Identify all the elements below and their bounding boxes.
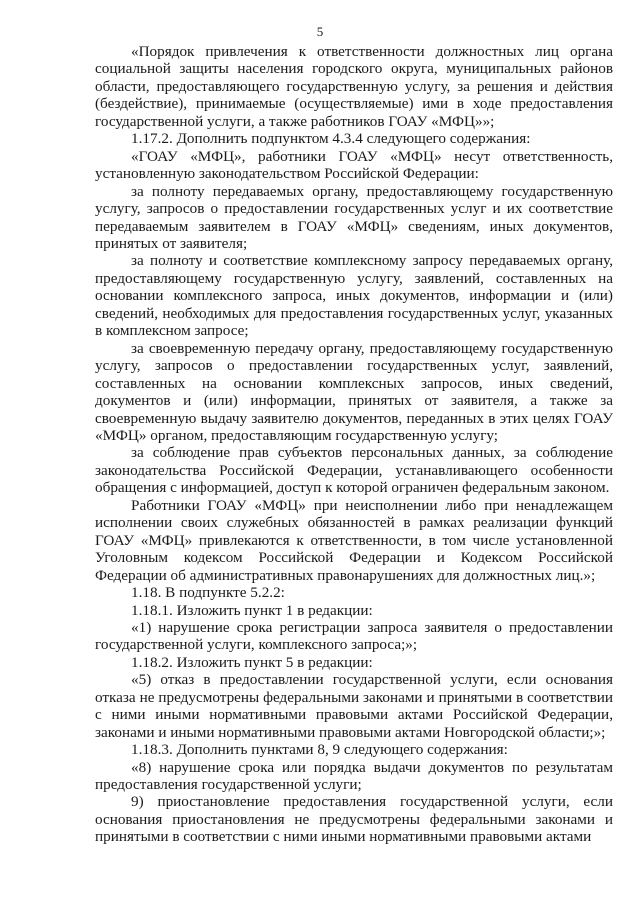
paragraph: 1.18.3. Дополнить пунктами 8, 9 следующего содержания: — [131, 741, 508, 759]
document-body — [95, 43, 613, 846]
paragraph: за соблюдение прав субъектов персональных данных, за соблюдение законодательства Российской Федерации, устанавливающего особенности обращения с информацией, доступ к которой ограничен федеральным законом. — [95, 444, 613, 497]
paragraph: 9) приостановление предоставления государственной услуги, если основания приостановления не предусмотрены федеральными законами и принятыми в соответствии с ними иными нормативными правовыми актами — [95, 793, 613, 846]
paragraph: «Порядок привлечения к ответственности должностных лиц органа социальной защиты населения городского округа, муниципальных районов области, предоставляющего государственную услугу, за решения и действия (бездействие), принимаемые (осуществляемые) ими в ходе предоставления государственной услуги, а также работников ГОАУ «МФЦ»»; — [95, 43, 613, 130]
paragraph: за своевременную передачу органу, предоставляющему государственную услугу, запросов о предоставлении государственных услуг, заявлений, составленных на основании комплексных запросов, иных сведений, документов и (или) информации, принятых от заявителя, а также за своевременную выдачу заявителю документов, переданных в этих целях ГОАУ «МФЦ» органом, предоставляющим государственную услугу; — [95, 339, 613, 444]
paragraph: «5) отказ в предоставлении государственной услуги, если основания отказа не предусмотрены федеральными законами и принятыми в соответствии с ними иными нормативными правовыми актами Российской Федерации, законами и иными нормативными правовыми актами Новгородской области;»; — [95, 671, 613, 741]
paragraph: «1) нарушение срока регистрации запроса заявителя о предоставлении государственной услуги, комплексного запроса;»; — [95, 618, 613, 654]
paragraph: «8) нарушение срока или порядка выдачи документов по результатам предоставления государственной услуги; — [95, 758, 613, 794]
paragraph: 1.18.2. Изложить пункт 5 в редакции: — [131, 653, 373, 671]
paragraph: 1.18. В подпункте 5.2.2: — [131, 584, 285, 602]
paragraph: «ГОАУ «МФЦ», работники ГОАУ «МФЦ» несут ответственность, установленную законодательством Российской Федерации: — [95, 147, 613, 183]
paragraph: за полноту и соответствие комплексному запросу передаваемых органу, предоставляющему государственную услугу, заявлений, составленных на основании комплексного запроса, иных документов, информации и (или) сведений, необходимых для предоставления государственных услуг, указанных в комплексном запросе; — [95, 252, 613, 340]
paragraph: Работники ГОАУ «МФЦ» при неисполнении либо при ненадлежащем исполнении своих служебных обязанностей в рамках реализации функций ГОАУ «МФЦ» привлекаются к ответственности, в том числе установленной Уголовным кодексом Российской Федерации и Кодексом Российской Федерации об административных правонарушениях для должностных лиц.»; — [95, 496, 613, 584]
paragraph: 1.18.1. Изложить пункт 1 в редакции: — [131, 601, 373, 619]
paragraph: 1.17.2. Дополнить подпунктом 4.3.4 следующего содержания: — [131, 130, 531, 148]
paragraph: за полноту передаваемых органу, предоставляющему государственную услугу, запросов о предоставлении государственных услуг и их соответствие передаваемым заявителем в ГОАУ «МФЦ» сведениям, иных документов, принятых от заявителя; — [95, 182, 613, 252]
page-number: 5 — [316, 24, 324, 39]
